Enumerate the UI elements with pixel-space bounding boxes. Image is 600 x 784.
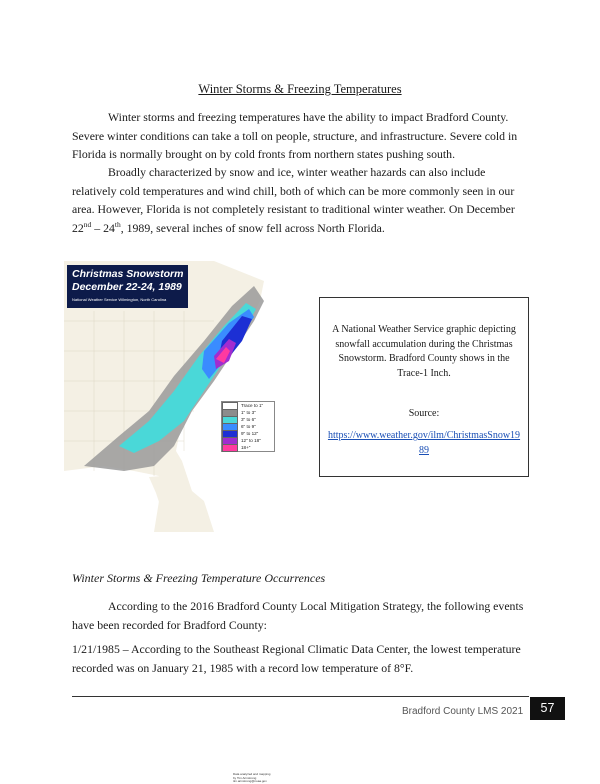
paragraph-text-start: Broadly characterized by snow and ice, winter weather hazards can also include relatively cold temperatures and wind chill, both of which can be more commonly seen in our area. However, Florida is not completely resistant to traditional winter weather. On December 22 [72,165,515,235]
paragraph-winter-weather [72,163,528,237]
footer-label: Bradford County LMS 2021 [402,706,524,717]
paragraph-text-mid: – 24 [91,220,115,235]
map-legend [221,401,275,452]
paragraph-intro-text: Winter storms and freezing temperatures have the ability to impact Bradford County. Severe winter conditions can take a toll on people, structure, and infrastructure. Severe cold in Florida is normally brought on by cold fronts from northern states pushing south. [72,110,518,161]
occurrences-subheading: Winter Storms & Freezing Temperature Occurrences [72,571,326,585]
page-number: 57 [530,697,565,720]
figure-caption-box [319,297,529,477]
legend-swatch [222,444,238,452]
paragraph-intro [72,108,528,164]
section-title: Winter Storms & Freezing Temperatures [198,82,402,96]
map-agency-label: National Weather Service Wilmington, North Carolina [72,297,167,302]
legend-label: 12" to 18" [241,438,261,443]
legend-label: 18+" [241,445,251,450]
ordinal-suffix: th [114,219,121,229]
legend-label: 1" to 3" [241,410,256,415]
legend-label: 9" to 12" [241,431,259,436]
map-title-line1: Christmas Snowstorm [72,268,184,280]
ordinal-suffix: nd [83,219,92,229]
source-label: Source: [408,408,440,419]
figure-caption: A National Weather Service graphic depicting snowfall accumulation during the Christmas Snowstorm. Bradford County shows in the Trace-1 Inch. [332,324,516,379]
footer-divider [72,696,529,697]
legend-label: Trace to 1" [241,403,264,408]
map-credit: Data analyzed and mapping by Tim Armstrong tim.armstrong@noaa.gov [233,772,271,784]
legend-label: 6" to 9" [241,424,256,429]
paragraph-mitigation-text: According to the 2016 Bradford County Local Mitigation Strategy, the following events have been recorded for Bradford County: [72,599,524,632]
source-link[interactable]: https://www.weather.gov/ilm/ChristmasSnow1989 [327,430,521,456]
map-title-box [67,265,188,308]
paragraph-text-end: , 1989, several inches of snow fell across North Florida. [120,220,385,235]
event-record: 1/21/1985 – According to the Southeast Regional Climatic Data Center, the lowest temperature recorded was on January 21, 1985 with a record low temperature of 8°F. [72,642,521,675]
paragraph-mitigation-strategy [72,597,528,634]
legend-row [222,444,274,451]
legend-label: 3" to 6" [241,417,256,422]
map-title-line2: December 22-24, 1989 [72,281,182,293]
